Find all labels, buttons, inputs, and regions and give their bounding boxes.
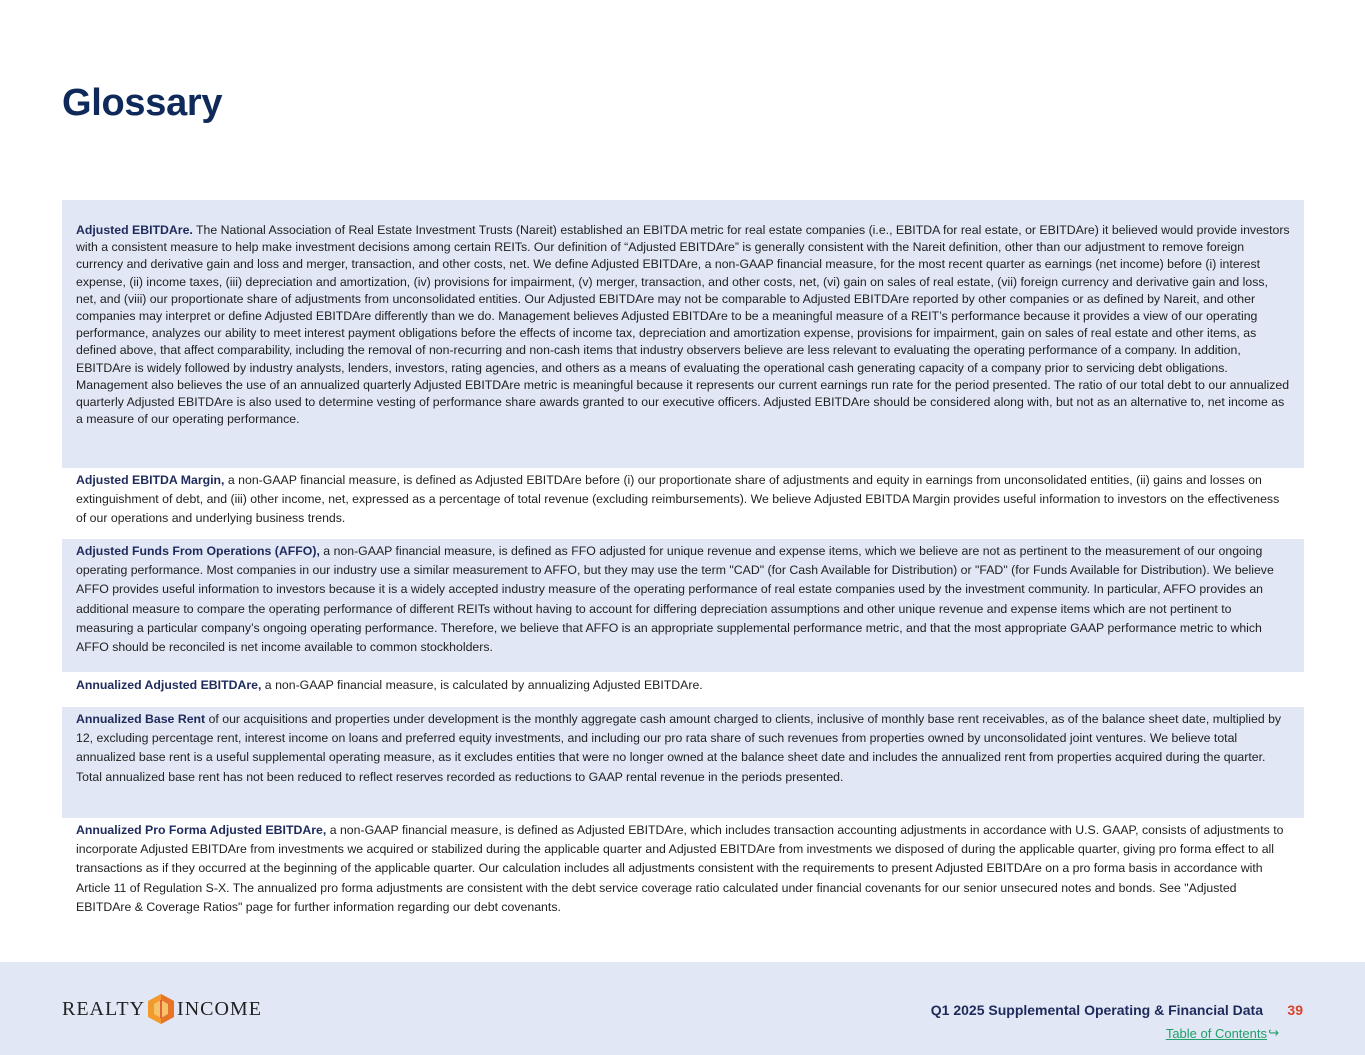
glossary-definition xyxy=(76,542,1290,657)
logo-word-right: INCOME xyxy=(177,997,262,1020)
glossary-term: Adjusted Funds From Operations (AFFO), xyxy=(76,544,320,558)
glossary-term: Annualized Adjusted EBITDAre, xyxy=(76,678,262,692)
glossary-text: The National Association of Real Estate Investment Trusts (Nareit) established an EBITDA metric for real estate companies (i.e., EBITDA for real estate, or EBITDAre) it believed would provide investors with a consistent measure to help make investment decisions among certain REITs. Our definition of “Adjusted EBITDAre” is generally consistent with the Nareit definition, other than our adjustment to remove foreign currency and derivative gain and loss and merger, transaction, and other costs, net. We define Adjusted EBITDAre, a non-GAAP financial measure, for the most recent quarter as earnings (net income) before (i) interest expense, (ii) income taxes, (iii) depreciation and amortization, (iv) provisions for impairment, (v) merger, transaction, and other costs, net, (vi) gain on sales of real estate, (vii) foreign currency and derivative gain and loss, net, and (viii) our proportionate share of adjustments from unconsolidated entities. Our Adjusted EBITDAre may not be comparable to Adjusted EBITDAre reported by other companies or as defined by Nareit, and other companies may interpret or define Adjusted EBITDAre differently than we do. Management believes Adjusted EBITDAre to be a meaningful measure of a REIT’s performance because it provides a view of our operating performance, analyzes our ability to meet interest payment obligations before the effects of income tax, depreciation and amortization expense, provisions for impairment, gain on sales of real estate and other items, as defined above, that affect comparability, including the removal of non-recurring and non-cash items that industry observers believe are less relevant to evaluating the operating performance of a company. In addition, EBITDAre is widely followed by industry analysts, lenders, investors, rating agencies, and others as a means of evaluating the operational cash generating capacity of a company prior to servicing debt obligations. Management also believes the use of an annualized quarterly Adjusted EBITDAre metric is meaningful because it represents our current earnings run rate for the period presented. The ratio of our total debt to our annualized quarterly Adjusted EBITDAre is also used to determine vesting of performance share awards granted to our executive officers. Adjusted EBITDAre should be considered along with, but not as an alternative to, net income as a measure of our operating performance. xyxy=(76,223,1290,427)
glossary-term: Adjusted EBITDA Margin, xyxy=(76,473,225,487)
glossary-term: Annualized Pro Forma Adjusted EBITDAre, xyxy=(76,823,327,837)
company-logo xyxy=(62,993,262,1025)
glossary-text: a non-GAAP financial measure, is defined as Adjusted EBITDAre, which includes transaction accounting adjustments in accordance with U.S. GAAP, consists of adjustments to incorporate Adjusted EBITDAre from investments we acquired or stabilized during the applicable quarter and Adjusted EBITDAre from investments we disposed of during the applicable quarter, giving pro forma effect to all transactions as if they occurred at the beginning of the applicable quarter. Our calculation includes all adjustments consistent with the requirements to present Adjusted EBITDAre on a pro forma basis in accordance with Article 11 of Regulation S-X. The annualized pro forma adjustments are consistent with the debt service coverage ratio calculated under financial covenants for our senior unsecured notes and bonds. See "Adjusted EBITDAre & Coverage Ratios" page for further information regarding our debt covenants. xyxy=(76,823,1284,914)
glossary-definition xyxy=(76,676,1290,695)
page-number: 39 xyxy=(1287,1002,1303,1018)
return-arrow-icon[interactable]: ↪ xyxy=(1268,1025,1279,1040)
glossary-entry-annualized-pro-forma-adjusted-ebitdare xyxy=(62,820,1304,920)
glossary-term: Annualized Base Rent xyxy=(76,712,206,726)
glossary-entry-affo xyxy=(62,539,1304,672)
glossary-entry-adjusted-ebitdare xyxy=(62,200,1304,468)
logo-word-left: REALTY xyxy=(62,997,146,1020)
page-title: Glossary xyxy=(62,82,223,124)
glossary-definition xyxy=(76,471,1290,529)
glossary-term: Adjusted EBITDAre. xyxy=(76,223,193,237)
glossary-text: of our acquisitions and properties under development is the monthly aggregate cash amount charged to clients, inclusive of monthly base rent receivables, as of the balance sheet date, multiplied by 12, excluding percentage rent, interest income on loans and preferred equity investments, and including our pro rata share of such revenues from properties owned by unconsolidated joint ventures. We believe total annualized base rent is a useful supplemental operating measure, as it excludes entities that were no longer owned at the balance sheet date and includes the annualized rent from properties acquired during the quarter. Total annualized base rent has not been reduced to reflect reserves recorded as reductions to GAAP rental revenue in the periods presented. xyxy=(76,712,1282,784)
report-title: Q1 2025 Supplemental Operating & Financial Data xyxy=(930,1002,1263,1018)
glossary-text: a non-GAAP financial measure, is defined as Adjusted EBITDAre before (i) our proportionate share of adjustments and equity in earnings from unconsolidated entities, (ii) gains and losses on extinguishment of debt, and (iii) other income, net, expressed as a percentage of total revenue (excluding reimbursements). We believe Adjusted EBITDA Margin provides useful information to investors on the effectiveness of our operations and underlying business trends. xyxy=(76,473,1280,526)
logo-mark-icon xyxy=(148,994,174,1024)
glossary-entry-annualized-adjusted-ebitdare xyxy=(62,674,1304,705)
glossary-entry-adjusted-ebitda-margin xyxy=(62,470,1304,537)
glossary-definition xyxy=(76,710,1290,787)
table-of-contents-link[interactable]: Table of Contents xyxy=(1165,1026,1267,1041)
glossary-definition xyxy=(76,821,1290,917)
glossary-definition xyxy=(76,222,1290,428)
glossary-entry-annualized-base-rent xyxy=(62,707,1304,818)
glossary-text: a non-GAAP financial measure, is calculated by annualizing Adjusted EBITDAre. xyxy=(261,678,703,692)
glossary-text: a non-GAAP financial measure, is defined as FFO adjusted for unique revenue and expense items, which we believe are not as pertinent to the measurement of our ongoing operating performance. Most companies in our industry use a similar measurement to AFFO, but they may use the term "CAD" (for Cash Available for Distribution) or "FAD" (for Funds Available for Distribution). We believe AFFO provides useful information to investors because it is a widely accepted industry measure of the operating performance of real estate companies used by the investment community. In particular, AFFO provides an additional measure to compare the operating performance of different REITs without having to account for differing depreciation assumptions and other unique revenue and expense items which are not pertinent to measuring a particular company’s ongoing operating performance. Therefore, we believe that AFFO is an appropriate supplemental performance metric, and that the most appropriate GAAP performance metric to which AFFO should be reconciled is net income available to common stockholders. xyxy=(76,544,1274,655)
page-footer xyxy=(0,962,1365,1055)
